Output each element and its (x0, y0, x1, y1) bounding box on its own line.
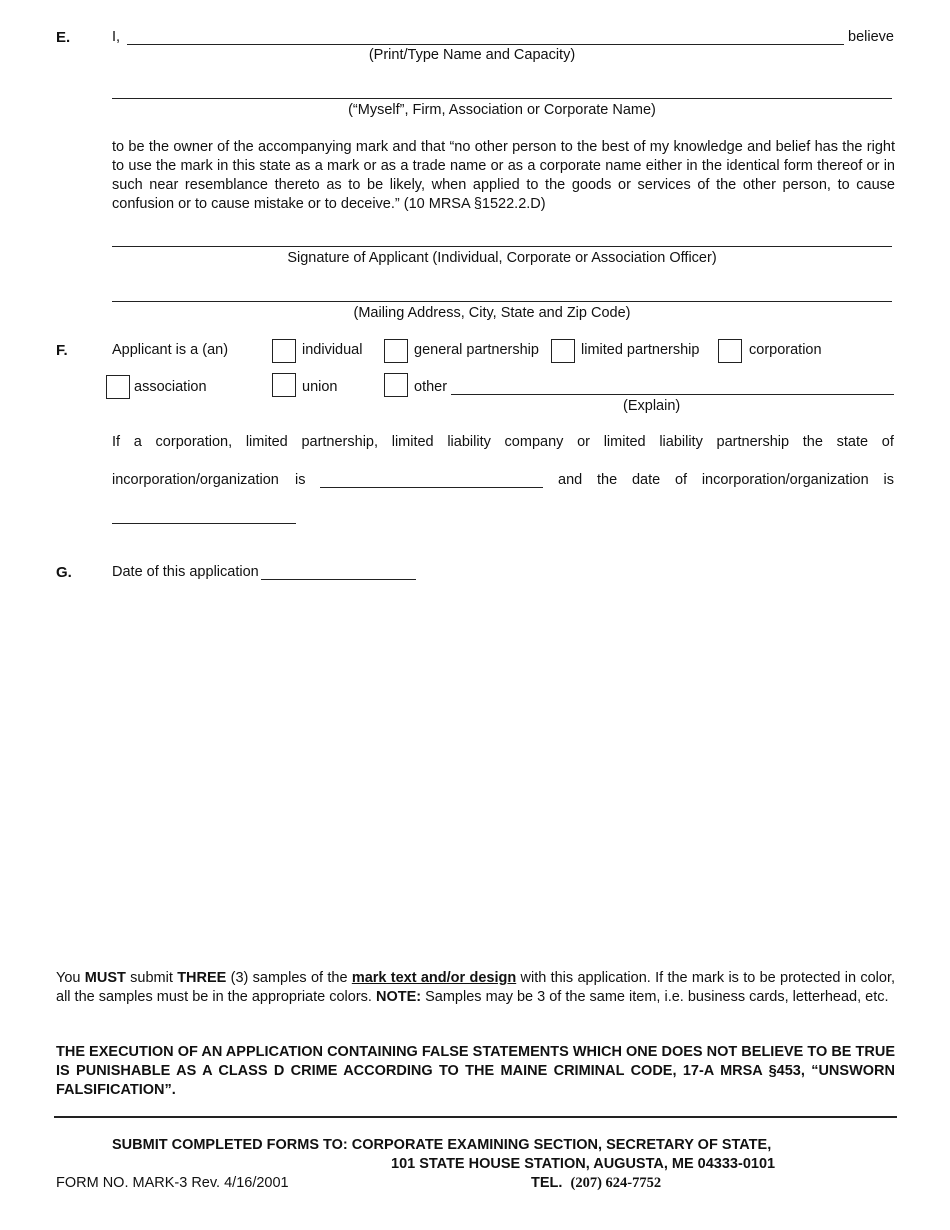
telephone: TEL. (207) 624-7752 (531, 1175, 662, 1191)
firm-name-field[interactable] (112, 98, 892, 99)
mailing-address-field[interactable] (112, 301, 892, 302)
union-checkbox[interactable] (272, 373, 296, 397)
submit-address-line1: SUBMIT COMPLETED FORMS TO: CORPORATE EXAMINING SECTION, SECRETARY OF STATE, (112, 1137, 772, 1153)
association-checkbox[interactable] (106, 375, 130, 399)
other-explain-field[interactable] (451, 394, 894, 395)
believe-label: believe (848, 29, 894, 45)
form-number: FORM NO. MARK-3 Rev. 4/16/2001 (56, 1175, 289, 1191)
name-capacity-field[interactable] (127, 44, 844, 45)
signature-caption: Signature of Applicant (Individual, Corporate or Association Officer) (287, 250, 717, 266)
false-statement-warning: THE EXECUTION OF AN APPLICATION CONTAINING FALSE STATEMENTS WHICH ONE DOES NOT BELIEVE TO BE TRUE IS PUNISHABLE AS A CLASS D CRIME ACCORDING TO THE MAINE CRIMINAL CODE, 17-A MRSA §453, “UNSWORN FALSIFICATION”. (56, 1044, 895, 1098)
ownership-statement: to be the owner of the accompanying mark and that “no other person to the best of my knowledge and belief has the right to use the mark in this state as a mark or as a trade name or as a corporate name either in the identical form thereof or in such near resemblance thereto as to be likely, when applied to the goods or services of the other person, to cause confusion or to cause mistake or to deceive.” (10 MRSA §1522.2.D) (112, 139, 895, 212)
union-label: union (302, 379, 338, 395)
other-label: other (414, 379, 448, 395)
applicant-type-label: Applicant is a (an) (112, 342, 229, 358)
footer-divider (54, 1116, 897, 1118)
samples-requirement-note: You MUST submit THREE (3) samples of the mark text and/or design with this application. If the mark is to be protected in color, all the samples must be in the appropriate colors. NOTE: Samples may be 3 of the same item, i.e. business cards, letterhead, etc. (56, 970, 896, 1005)
incorporation-text-prefix: incorporation/organization is (112, 472, 306, 488)
firm-name-caption: (“Myself”, Firm, Association or Corporate Name) (348, 102, 656, 118)
corporation-label: corporation (749, 342, 822, 358)
individual-checkbox[interactable] (272, 339, 296, 363)
section-g-letter: G. (56, 564, 72, 581)
general-partnership-checkbox[interactable] (384, 339, 408, 363)
general-partnership-label: general partnership (414, 342, 539, 358)
date-of-application-field[interactable] (261, 579, 416, 580)
incorporation-text-suffix: and the date of incorporation/organization is (558, 472, 894, 488)
submit-address-line2: 101 STATE HOUSE STATION, AUGUSTA, ME 04333-0101 (391, 1156, 776, 1172)
limited-partnership-label: limited partnership (581, 342, 700, 358)
i-label: I, (112, 29, 121, 45)
incorporation-text-line1: If a corporation, limited partnership, limited liability company or limited liability partnership the state of (112, 434, 894, 450)
limited-partnership-checkbox[interactable] (551, 339, 575, 363)
name-capacity-caption: (Print/Type Name and Capacity) (368, 47, 576, 63)
explain-caption: (Explain) (623, 398, 681, 414)
date-of-incorporation-field[interactable] (112, 523, 296, 524)
signature-field[interactable] (112, 246, 892, 247)
section-e-letter: E. (56, 29, 71, 46)
corporation-checkbox[interactable] (718, 339, 742, 363)
other-checkbox[interactable] (384, 373, 408, 397)
mailing-address-caption: (Mailing Address, City, State and Zip Code) (353, 305, 631, 321)
individual-label: individual (302, 342, 363, 358)
date-of-application-label: Date of this application (112, 564, 259, 580)
association-label: association (134, 379, 207, 395)
state-of-incorporation-field[interactable] (320, 487, 543, 488)
section-f-letter: F. (56, 342, 68, 359)
